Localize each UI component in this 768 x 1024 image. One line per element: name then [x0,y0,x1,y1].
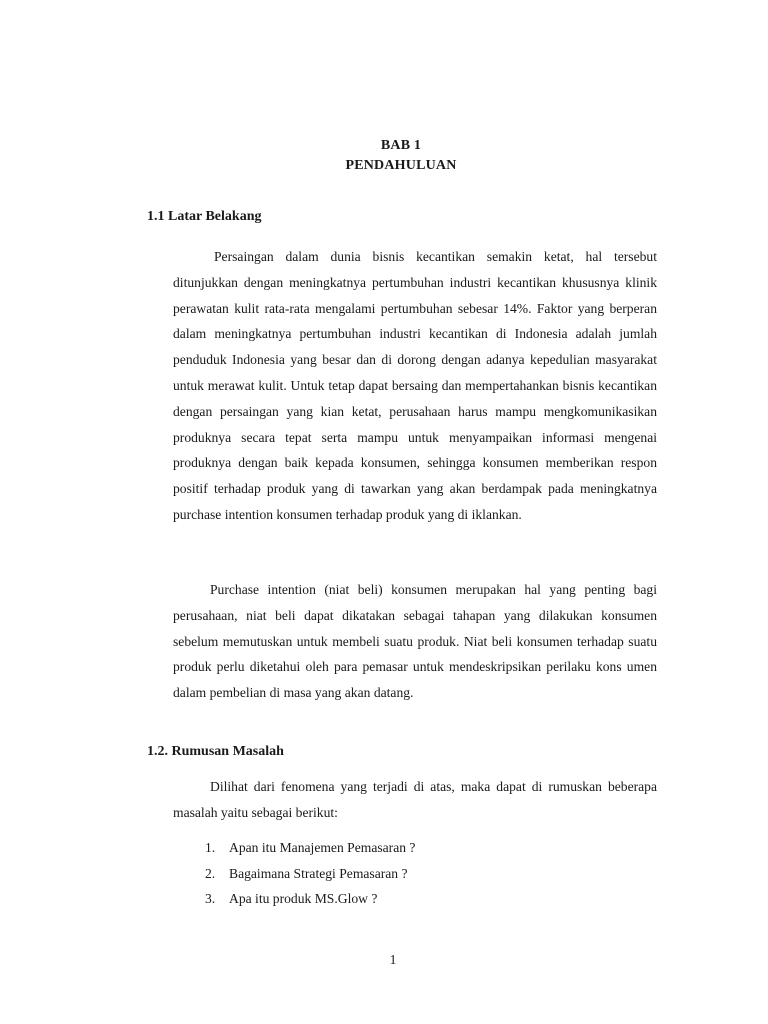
list-item-text: Apa itu produk MS.Glow ? [229,891,378,906]
section-heading-rumusan-masalah: 1.2. Rumusan Masalah [147,744,284,759]
chapter-title: PENDAHULUAN [345,158,457,173]
paragraph: Persaingan dalam dunia bisnis kecantikan semakin ketat, hal tersebut ditunjukkan dengan meningkatnya pertumbuhan industri kecantikan khususnya klinik perawatan kulit rata-rata mengalami pertumbuhan sebesar 14%. Faktor yang berperan dalam meningkatnya pertumbuhan industri kecantikan di Indonesia adalah jumlah penduduk Indonesia yang besar dan di dorong dengan adanya kepedulian masyarakat untuk merawat kulit. Untuk tetap dapat bersaing dan mempertahankan bisnis kecantikan dengan persaingan yang kian ketat, perusahaan harus mampu mengkomunikasikan produknya secara tepat serta mampu untuk menyampaikan informasi mengenai produknya dengan baik kepada konsumen, sehingga konsumen memberikan respon positif terhadap produk yang di tawarkan yang akan berdampak pada meningkatnya purchase intention konsumen terhadap produk yang di iklankan. [173,249,657,522]
section-heading-latar-belakang: 1.1 Latar Belakang [147,209,262,224]
list-item [205,886,415,912]
page-number: 1 [389,952,397,967]
list-item [205,861,415,887]
list-item-number: 3. [205,891,216,906]
problem-list [205,835,415,912]
list-item-number: 1. [205,840,216,855]
list-item-number: 2. [205,865,216,881]
chapter-number: BAB 1 [380,138,422,153]
list-item [205,835,415,861]
paragraph: Dilihat dari fenomena yang terjadi di atas, maka dapat di rumuskan beberapa masalah yaitu sebagai berikut: [173,779,657,820]
paragraph: Purchase intention (niat beli) konsumen merupakan hal yang penting bagi perusahaan, niat beli dapat dikatakan sebagai tahapan yang dilakukan konsumen sebelum memutuskan untuk membeli suatu produk. Niat beli konsumen terhadap suatu produk perlu diketahui oleh para pemasar untuk mendeskripsikan perilaku kons umen dalam pembelian di masa yang akan datang. [173,582,657,701]
list-item-text: Bagaimana Strategi Pemasaran ? [229,865,408,881]
list-item-text: Apan itu Manajemen Pemasaran ? [229,840,416,855]
